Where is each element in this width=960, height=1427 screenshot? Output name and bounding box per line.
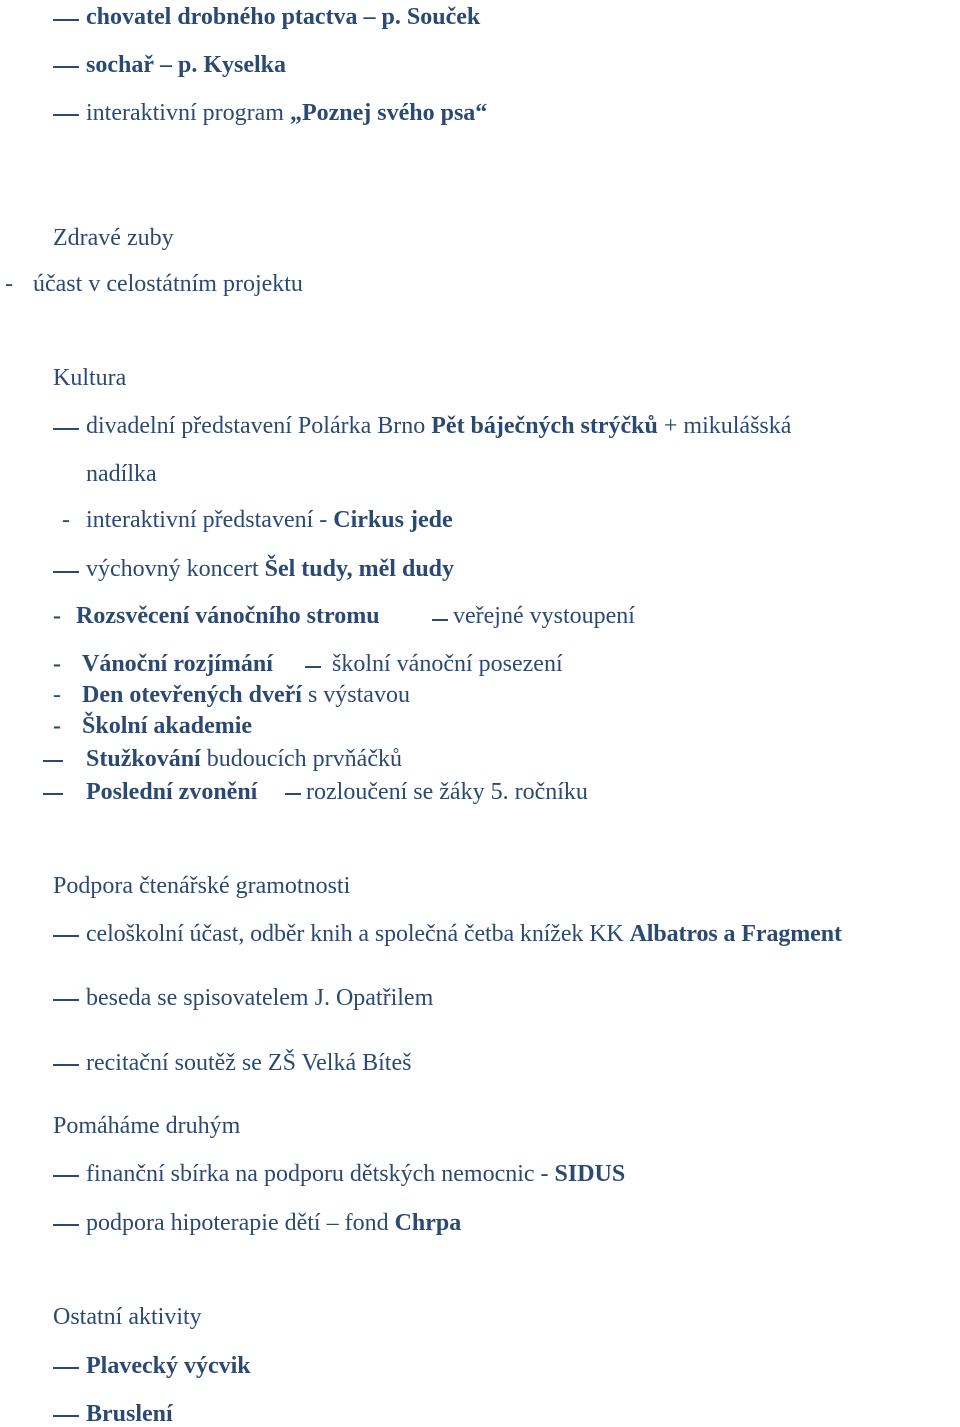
list-dash (53, 66, 79, 68)
list-item: Poslední zvonění (86, 779, 258, 805)
list-item: Stužkování budoucích prvňáčků (86, 746, 402, 772)
list-dash (53, 1175, 79, 1177)
list-hyphen: - (53, 651, 61, 677)
list-dash (43, 793, 63, 795)
list-item: interaktivní program „Poznej svého psa“ (86, 100, 488, 126)
list-item: chovatel drobného ptactva – p. Souček (86, 4, 481, 30)
list-hyphen: - (53, 603, 61, 629)
list-dash (53, 114, 79, 116)
list-dash (432, 619, 448, 621)
list-item: Vánoční rozjímání (82, 651, 273, 677)
list-item: Bruslení (86, 1401, 173, 1427)
list-hyphen: - (53, 682, 61, 708)
list-item: účast v celostátním projektu (33, 271, 303, 297)
list-item-text: rozloučení se žáky 5. ročníku (306, 779, 588, 805)
list-item-text: veřejné vystoupení (453, 603, 635, 629)
list-dash (53, 1224, 79, 1226)
list-item: Rozsvěcení vánočního stromu (76, 603, 380, 629)
list-item-text: školní vánoční posezení (332, 651, 563, 677)
list-dash (53, 1415, 79, 1417)
section-heading: Ostatní aktivity (53, 1304, 202, 1330)
list-hyphen: - (53, 713, 61, 739)
list-item: divadelní představení Polárka Brno Pět báječných strýčků + mikulášská (86, 413, 792, 439)
list-item: Den otevřených dveří s výstavou (82, 682, 410, 708)
list-item-continuation: nadílka (86, 461, 157, 487)
list-dash (53, 19, 79, 21)
list-item: Školní akademie (82, 713, 253, 739)
list-hyphen: - (5, 271, 13, 297)
list-dash (285, 793, 301, 795)
list-hyphen: - (62, 507, 70, 533)
section-heading: Podpora čtenářské gramotnosti (53, 873, 351, 899)
section-heading: Zdravé zuby (53, 225, 174, 251)
list-item: podpora hipoterapie dětí – fond Chrpa (86, 1210, 462, 1236)
list-item: celoškolní účast, odběr knih a společná četba knížek KK Albatros a Fragment (86, 921, 842, 947)
list-item: Plavecký výcvik (86, 1353, 251, 1379)
list-item: recitační soutěž se ZŠ Velká Bíteš (86, 1050, 412, 1076)
list-dash (43, 760, 63, 762)
section-heading: Kultura (53, 365, 127, 391)
section-heading: Pomáháme druhým (53, 1113, 241, 1139)
list-item: beseda se spisovatelem J. Opatřilem (86, 985, 434, 1011)
list-dash (53, 1064, 79, 1066)
list-item: interaktivní představení - Cirkus jede (86, 507, 453, 533)
list-dash (53, 999, 79, 1001)
list-item: finanční sbírka na podporu dětských nemocnic - SIDUS (86, 1161, 626, 1187)
list-dash (53, 428, 79, 430)
list-dash (305, 666, 321, 668)
list-dash (53, 1367, 79, 1369)
list-dash (53, 571, 79, 573)
list-item: výchovný koncert Šel tudy, měl dudy (86, 556, 455, 582)
list-item: sochař – p. Kyselka (86, 52, 287, 78)
list-dash (53, 935, 79, 937)
